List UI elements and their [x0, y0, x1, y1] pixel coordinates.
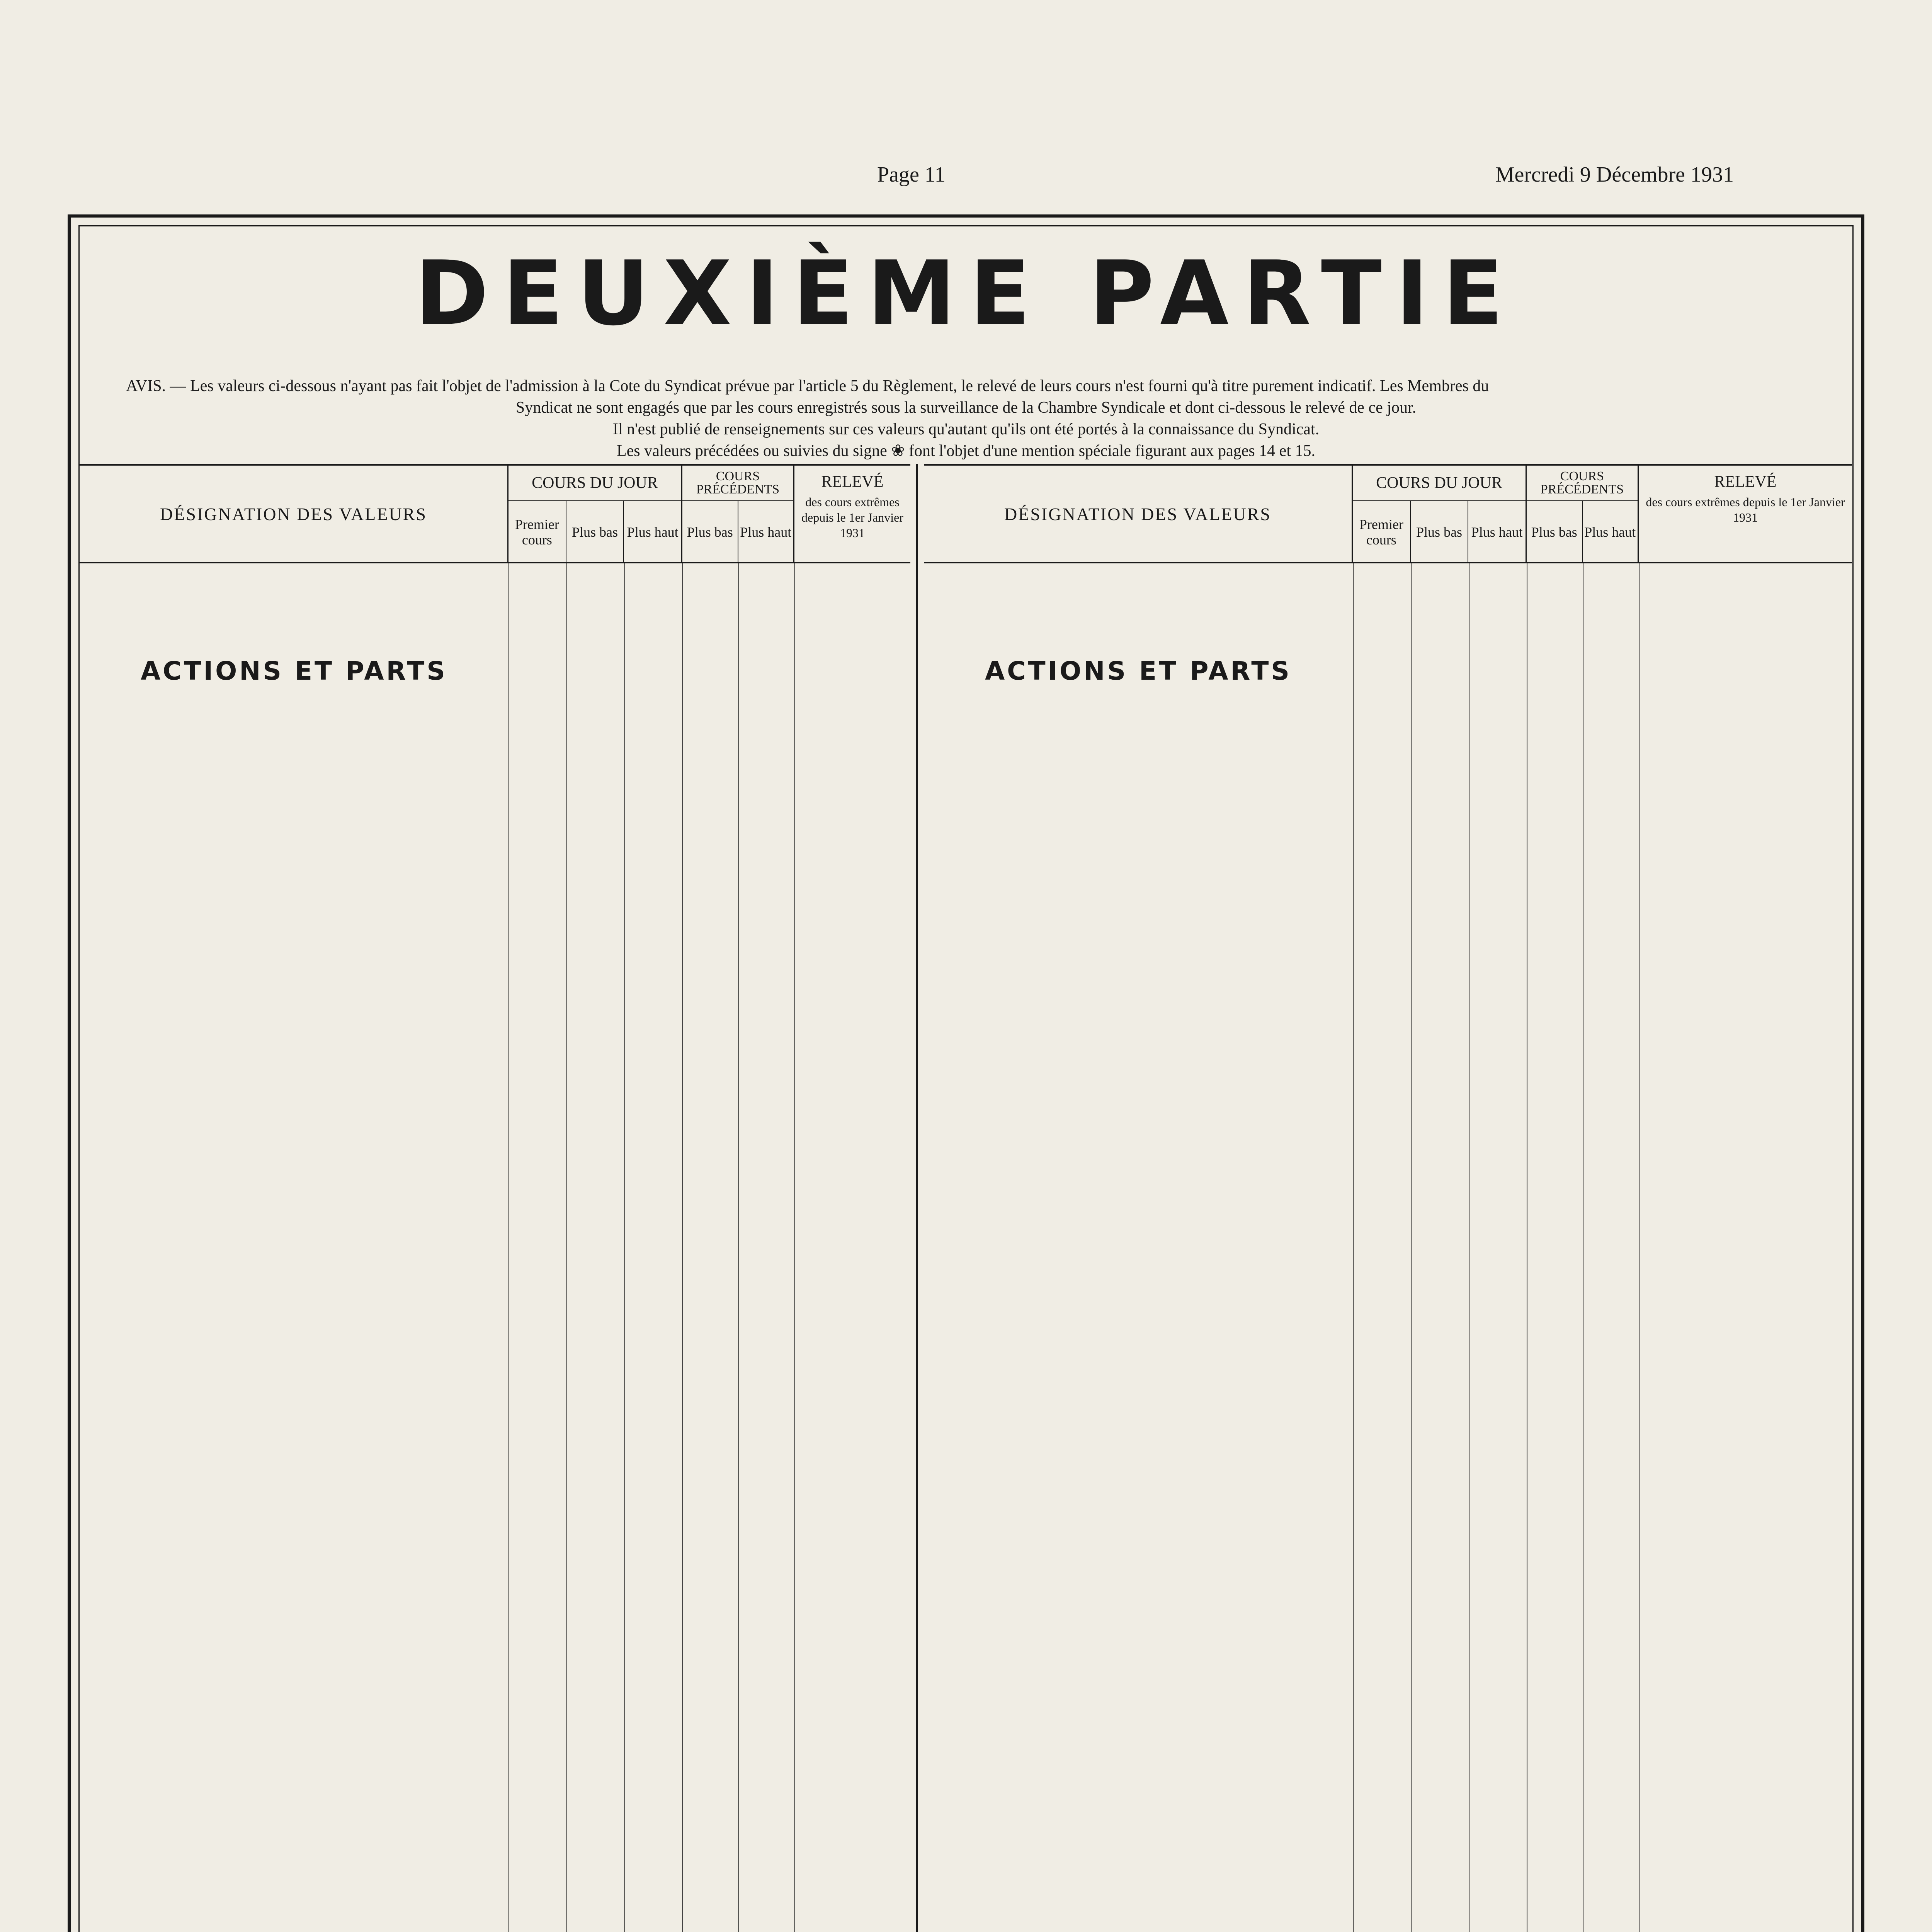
content-area	[78, 225, 1854, 1932]
prec-plus-bas-header: Plus bas	[682, 501, 738, 563]
releve-sublabel: des cours extrêmes depuis le 1er Janvier 1931	[801, 495, 903, 540]
cours-precedents-label: COURS PRÉCÉDENTS	[1527, 466, 1638, 501]
column-rule	[1353, 563, 1354, 1932]
notice-line: Les valeurs précédées ou suivies du signe ❀ font l'objet d'une mention spéciale figurant aux pages 14 et 15.	[617, 442, 1315, 460]
section-title: ACTIONS ET PARTS	[141, 656, 447, 686]
right-table	[924, 464, 1852, 1932]
column-separator	[916, 464, 918, 1932]
column-rule	[794, 563, 795, 1932]
premier-cours-header: Premier cours	[509, 501, 566, 563]
notice-line: Syndicat ne sont engagés que par les cours enregistrés sous la surveillance de la Chambre Syndicale et dont ci-dessous le relevé de ce jour.	[515, 399, 1417, 417]
plus-haut-header: Plus haut	[1471, 524, 1523, 540]
column-rule	[738, 563, 739, 1932]
releve-sublabel: des cours extrêmes depuis le 1er Janvier 1931	[1646, 495, 1845, 524]
releve-label: RELEVÉ	[821, 473, 884, 491]
left-table	[80, 464, 910, 1932]
issue-date: Mercredi 9 Décembre 1931	[1495, 163, 1734, 187]
column-rule	[624, 563, 625, 1932]
plus-bas-header: Plus bas	[1411, 501, 1469, 563]
table-header	[80, 466, 910, 563]
designation-header: DÉSIGNATION DES VALEURS	[80, 466, 509, 562]
cours-precedents-header	[1527, 466, 1639, 562]
prec-plus-haut-header: Plus haut	[1584, 524, 1636, 540]
cours-du-jour-header	[1353, 466, 1527, 562]
table-body	[80, 563, 910, 1932]
page-frame	[68, 214, 1864, 1932]
prec-plus-haut-header: Plus haut	[740, 524, 792, 540]
designation-header: DÉSIGNATION DES VALEURS	[924, 466, 1353, 562]
plus-bas-header: Plus bas	[566, 501, 624, 563]
page-title: DEUXIÈME PARTIE	[415, 242, 1517, 345]
page-number: Page 11	[877, 163, 946, 187]
section-title: ACTIONS ET PARTS	[985, 656, 1292, 686]
table-header	[924, 466, 1852, 563]
notice-block	[126, 375, 1806, 462]
notice-line: AVIS. — Les valeurs ci-dessous n'ayant pas fait l'objet de l'admission à la Cote du Syndicat prévue par l'article 5 du Règlement, le relevé de leurs cours n'est fourni qu'à titre purement indicatif. Les Membres du	[126, 377, 1489, 395]
running-header	[0, 162, 1932, 197]
cours-du-jour-header	[509, 466, 682, 562]
releve-header	[1639, 466, 1852, 562]
releve-label: RELEVÉ	[1714, 473, 1777, 491]
prec-plus-bas-header: Plus bas	[1527, 501, 1583, 563]
releve-header	[794, 466, 910, 562]
notice-line: Il n'est publié de renseignements sur ces valeurs qu'autant qu'ils ont été portés à la connaissance du Syndicat.	[612, 420, 1320, 438]
plus-haut-header: Plus haut	[627, 524, 679, 540]
column-rule	[1411, 563, 1412, 1932]
cours-precedents-header	[682, 466, 794, 562]
cours-precedents-label: COURS PRÉCÉDENTS	[682, 466, 793, 501]
premier-cours-header: Premier cours	[1353, 501, 1411, 563]
column-rule	[682, 563, 683, 1932]
cours-du-jour-label: COURS DU JOUR	[1353, 466, 1526, 501]
cours-du-jour-label: COURS DU JOUR	[509, 466, 681, 501]
column-rule	[566, 563, 567, 1932]
table-body	[924, 563, 1852, 1932]
